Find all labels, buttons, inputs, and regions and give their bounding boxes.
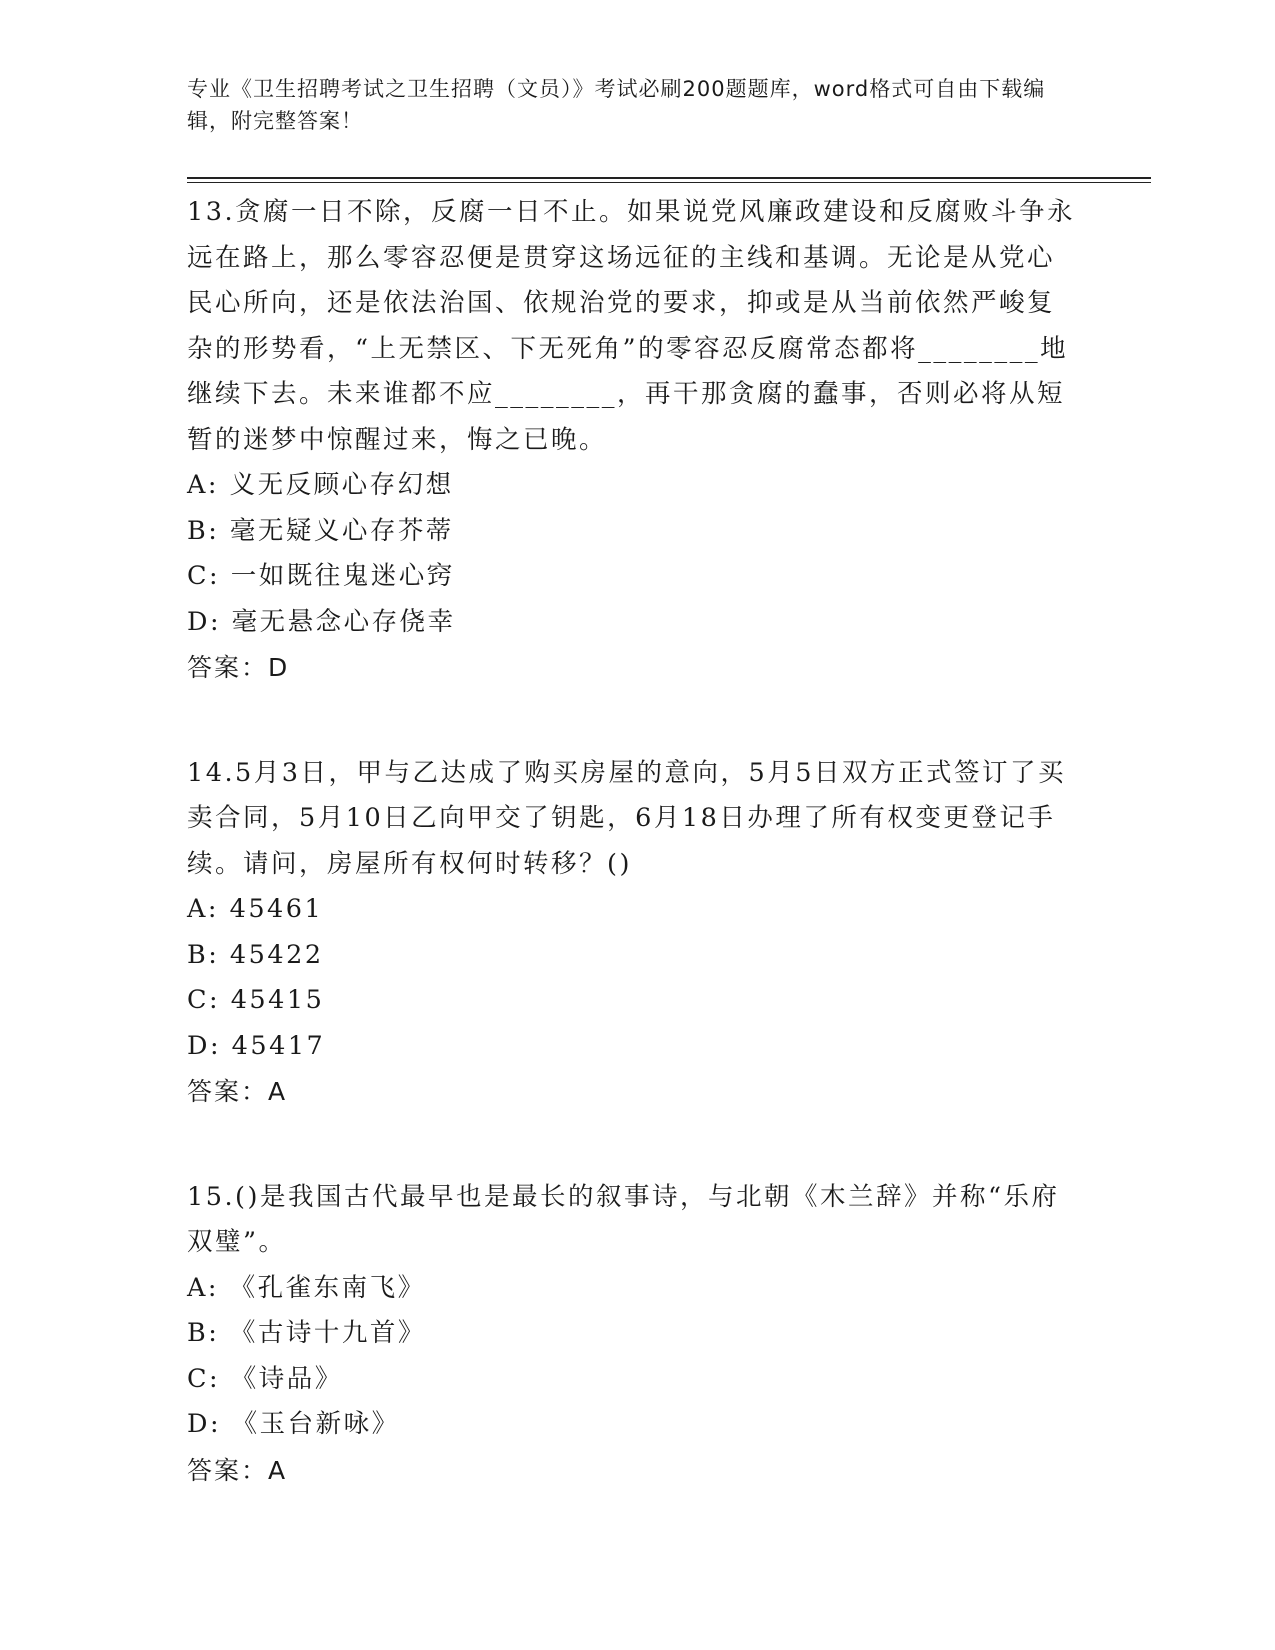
question-stem: 14.5月3日，甲与乙达成了购买房屋的意向，5月5日双方正式签订了买卖合同，5月10日乙向甲交了钥匙，6月18日办理了所有权变更登记手续。请问，房屋所有权何时转移？(): [187, 757, 1066, 879]
option-b: B: 毫无疑义心存芥蒂: [187, 515, 454, 546]
option-d: D: 45417: [187, 1030, 326, 1061]
option-c: C: 一如既往鬼迷心窍: [187, 561, 455, 591]
header-rule-thin: [187, 182, 1151, 183]
option-a: A: 45461: [187, 894, 324, 924]
option-c: C: 45415: [187, 985, 325, 1015]
answer-label: 答案：D: [187, 653, 290, 682]
option-c: C: 《诗品》: [187, 1363, 343, 1394]
question-15: [187, 1175, 1077, 1494]
question-list: [187, 190, 1077, 1553]
option-a: A: 义无反顾心存幻想: [187, 470, 454, 500]
option-d: D: 毫无悬念心存侥幸: [187, 606, 456, 637]
question-stem: 15.()是我国古代最早也是最长的叙事诗，与北朝《木兰辞》并称“乐府双璧”。: [187, 1181, 1060, 1257]
question-14: [187, 751, 1077, 1115]
option-b: B: 45422: [187, 939, 324, 970]
option-d: D: 《玉台新咏》: [187, 1409, 400, 1439]
header-rule-thick: [187, 177, 1151, 179]
option-b: B: 《古诗十九首》: [187, 1318, 426, 1348]
answer-label: 答案：A: [187, 1077, 288, 1106]
question-13: [187, 190, 1077, 691]
answer-label: 答案：A: [187, 1455, 288, 1485]
question-stem: 13.贪腐一日不除，反腐一日不止。如果说党风廉政建设和反腐败斗争永远在路上，那么零容忍便是贯穿这场远征的主线和基调。无论是从党心民心所向，还是依法治国、依规治党的要求，抑或是从当前依然严峻复杂的形势看，“上无禁区、下无死角”的零容忍反腐常态都将________地继续下去。未来谁都不应________，再干那贪腐的蠢事，否则必将从短暂的迷梦中惊醒过来，悔之已晚。: [187, 197, 1076, 455]
document-header: 专业《卫生招聘考试之卫生招聘（文员）》考试必刷200题题库，word格式可自由下载编辑，附完整答案！: [187, 77, 1046, 133]
option-a: A: 《孔雀东南飞》: [187, 1272, 426, 1303]
